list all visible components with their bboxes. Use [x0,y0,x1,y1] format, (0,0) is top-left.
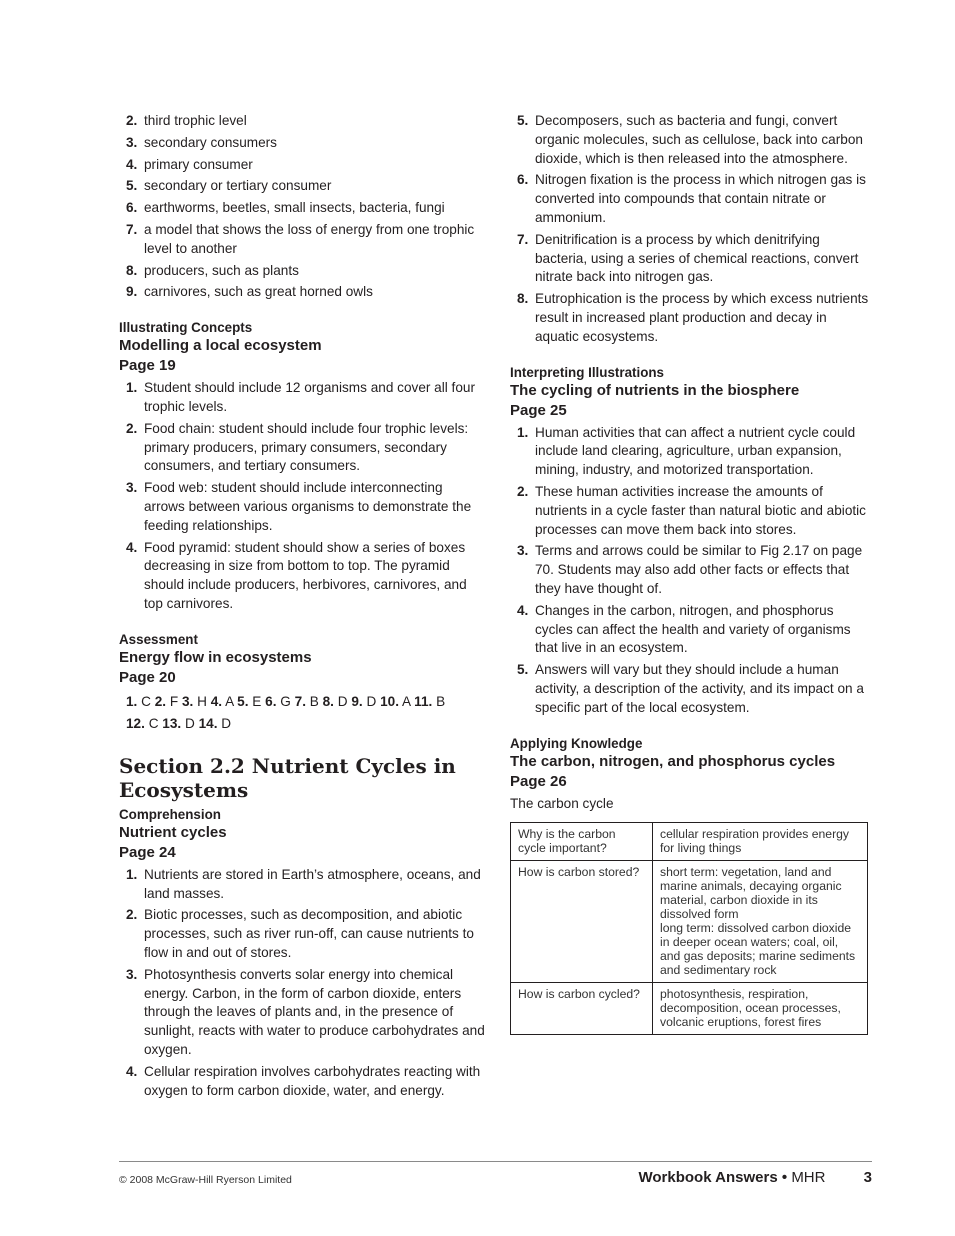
table-answer-cell [653,860,868,982]
table-question-cell: How is carbon cycled? [511,982,653,1034]
multiple-choice-line-1: 1. C 2. F 3. H 4. A 5. E 6. G 7. B 8. D 9. D 10. A 11. B [126,693,446,709]
list-item: 2. Food chain: student should include four trophic levels: primary producers, primary consumers, secondary consumers, and tertiary consumers. [126,420,469,474]
carbon-cycle-table [510,822,868,1035]
short-term-storage-text: short term: vegetation, land and marine animals, decaying organic material, carbon dioxide in its dissolved form [660,864,842,921]
table-row [511,860,868,982]
footer-publisher: MHR [791,1169,826,1186]
list-item: 1. Nutrients are stored in Earth’s atmosphere, oceans, and land masses. [126,866,481,901]
list-item: 7. a model that shows the loss of energy from one trophic level to another [126,221,475,256]
footer-bullet: • [781,1169,788,1186]
multiple-choice-line-2: 12. C 13. D 14. D [126,715,232,731]
list-item: 2. third trophic level [126,113,247,128]
section-kicker: Comprehension [119,806,221,822]
table-answer-cell: photosynthesis, respiration, decomposition, ocean processes, volcanic eruptions, forest fires [653,982,868,1034]
page-number: 3 [863,1169,872,1186]
list-item: 5. secondary or tertiary consumer [126,178,332,194]
list-item: 4. Changes in the carbon, nitrogen, and phosphorus cycles can affect the health and variety of organisms that live in an ecosystem. [517,602,851,656]
intro-answer-list [119,112,485,302]
answer-list [510,424,872,718]
section-page: Page 24 [119,843,176,861]
list-item: 2. These human activities increase the amounts of nutrients in a cycle faster than natural biotic and abiotic processes can move them back into stores. [517,483,866,537]
applying-knowledge-section [510,735,872,1035]
footer-divider [119,1161,872,1162]
section-page: Page 26 [510,772,567,790]
table-question-cell: Why is the carbon cycle important? [511,822,653,860]
section-title: The cycling of nutrients in the biosphere [510,381,800,399]
list-item: 6. Nitrogen fixation is the process in which nitrogen gas is converted into compounds that contain nitrate or ammonium. [517,172,866,225]
answer-list [119,866,485,1101]
table-row [511,982,868,1034]
list-item: 4. primary consumer [126,156,253,172]
section-page: Page 20 [119,668,176,686]
section-heading: Section 2.2 Nutrient Cycles in Ecosystems [119,753,456,802]
footer-label: Workbook Answers [638,1169,778,1186]
table-caption: The carbon cycle [510,795,614,811]
section-page: Page 25 [510,401,567,419]
list-item: 4. Cellular respiration involves carbohydrates reacting with oxygen to form carbon dioxide, water, and energy. [126,1063,481,1098]
long-term-storage-text: long term: dissolved carbon dioxide in deeper ocean waters; coal, oil, and gas deposits; marine sediments and sedimentary rock [660,920,856,977]
section-page: Page 19 [119,357,176,375]
table-row [511,822,868,860]
list-item: 3. Terms and arrows could be similar to Fig 2.17 on page 70. Students may also add other facts or effects that they have thought of. [517,543,863,596]
list-item: 3. Photosynthesis converts solar energy into chemical energy. Carbon, in the form of carbon dioxide, enters through the leaves of plants and, in the presence of sunlight, reacts with water to produce carbohydrates and oxygen. [126,966,485,1057]
list-item: 6. earthworms, beetles, small insects, bacteria, fungi [126,200,445,216]
list-item: 3. Food web: student should include interconnecting arrows between various organisms to demonstrate the feeding relationships. [126,480,472,533]
list-item: 8. Eutrophication is the process by which excess nutrients result in increased plant production and decay in aquatic ecosystems. [517,291,869,344]
assessment-section [119,631,485,735]
list-item: 9. carnivores, such as great horned owls [126,284,373,300]
continued-answer-list [510,112,872,347]
interpreting-illustrations-section [510,364,872,718]
section-kicker: Applying Knowledge [510,735,643,751]
section-title: Modelling a local ecosystem [119,337,322,355]
comprehension-section [119,806,485,1101]
section-title: The carbon, nitrogen, and phosphorus cycles [510,752,836,770]
section-title: Nutrient cycles [119,823,227,841]
list-item: 1. Student should include 12 organisms and cover all four trophic levels. [126,380,475,414]
illustrating-concepts-section [119,319,485,614]
list-item: 8. producers, such as plants [126,262,299,278]
table-question-cell: How is carbon stored? [511,860,653,982]
list-item: 1. Human activities that can affect a nutrient cycle could include land clearing, agriculture, urban expansion, mining, industry, and motorized transportation. [517,424,856,478]
section-kicker: Interpreting Illustrations [510,364,665,380]
section-kicker: Illustrating Concepts [119,320,253,336]
section-kicker: Assessment [119,631,198,647]
list-item: 5. Answers will vary but they should include a human activity, a description of the activity, and its impact on a specific part of the local ecosystem. [517,662,864,715]
list-item: 3. secondary consumers [126,134,277,150]
section-title: Energy flow in ecosystems [119,648,312,666]
footer-running-title [639,1169,873,1186]
list-item: 7. Denitrification is a process by which denitrifying bacteria, using a series of chemical reactions, convert nitrate back into nitrogen gas. [517,231,859,285]
table-answer-cell: cellular respiration provides energy for living things [653,822,868,860]
right-column [510,112,872,1035]
list-item: 5. Decomposers, such as bacteria and fungi, convert organic molecules, such as cellulose, back into carbon dioxide, which is then released into the atmosphere. [517,113,863,166]
list-item: 4. Food pyramid: student should show a series of boxes decreasing in size from bottom to top. The pyramid should include producers, herbivores, carnivores, and top carnivores. [126,539,467,611]
left-column [119,112,485,1103]
copyright-notice: © 2008 McGraw-Hill Ryerson Limited [119,1174,292,1186]
answer-list [119,379,485,614]
list-item: 2. Biotic processes, such as decomposition, and abiotic processes, such as river run-off, can cause nutrients to flow in and out of stores. [126,907,474,960]
